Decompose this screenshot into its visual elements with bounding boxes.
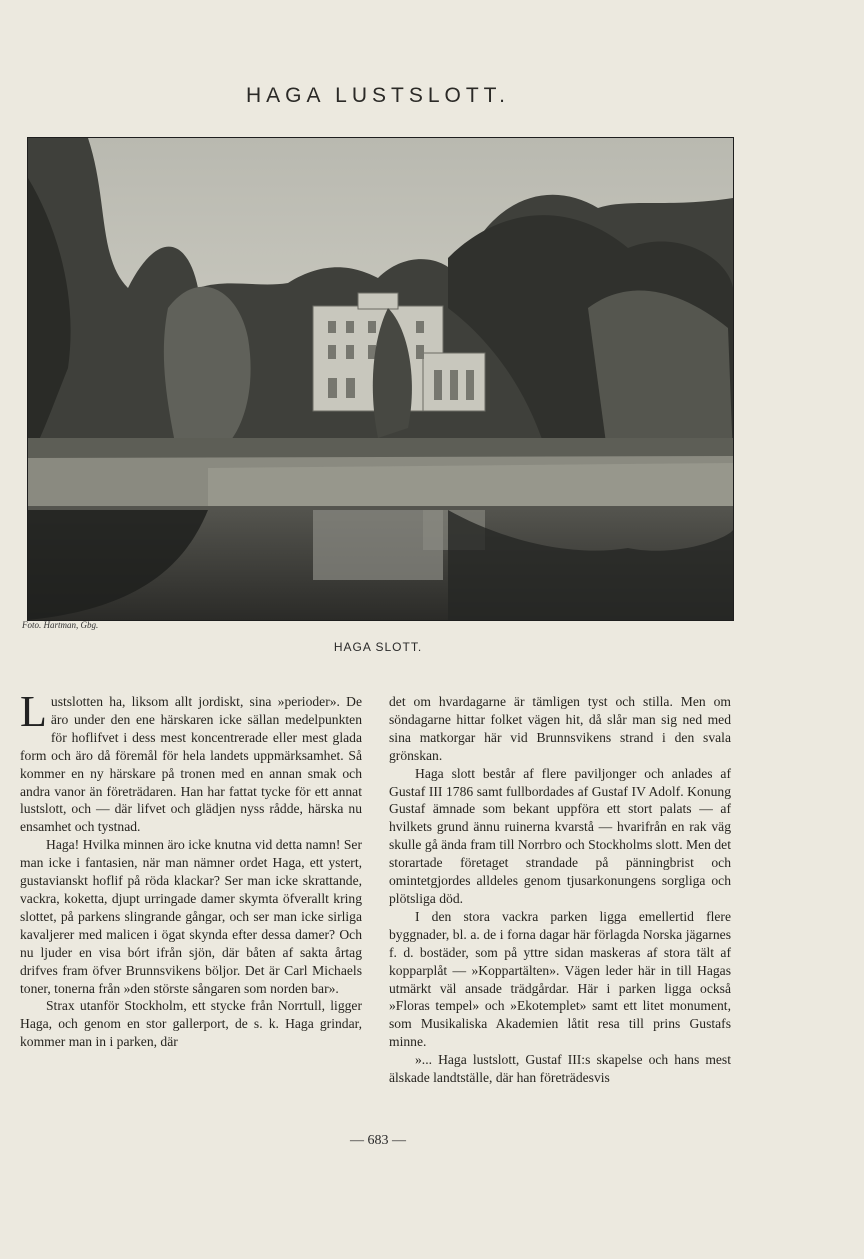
photograph-haga-palace [27,137,734,621]
drop-cap: L [20,687,47,736]
paragraph: Strax utanför Stockholm, ett stycke från Norrtull, ligger Haga, och genom en stor gallerport, de s. k. Haga grindar, kommer man in i parken, där [20,998,362,1050]
page-number: — 683 — [350,1133,406,1148]
article-column-right [389,693,731,1087]
paragraph: Haga! Hvilka minnen äro icke knutna vid detta namn! Ser man icke i fantasien, när man nämner ordet Haga, ett ystert, gustavianskt hoflif på röda klackar? Ser man icke skrattande, vackra, koketta, djupt urringade damer skymta öfverallt kring slottet, på parkens slingrande gångar, och ser man icke sirliga kavaljerer med malicen i ögat skynda efter dessa damer? Och nu ljuder en visa bórt ifrån sjön, där båten af sakta årtag drifves fram öfver Brunnsvikens böljor. Det är Carl Michaels toner, tonerna från »den störste sångaren som norden bar». [20,837,362,996]
article-column-left [20,687,362,1051]
paragraph: I den stora vackra parken ligga emellertid flere byggnader, bl. a. de i forna dagar här förlagda Norska jägarnes f. d. bostäder, som på yttre sidan maskeras af stora tält af kopparplåt — »Koppartälten». Vägen leder här in till Hagas utmärkt väl ansade trädgårdar. Här i parken ligga också »Floras tempel» och »Ekotemplet» samt ett litet monument, som Musikaliska Akademien låtit resa till prins Gustafs minne. [389,908,731,1050]
page-title: HAGA LUSTSLOTT. [245,84,511,107]
paragraph: »... Haga lustslott, Gustaf III:s skapelse och hans mest älskade landtställe, där han företrädesvis [389,1052,731,1086]
photo-credit: Foto. Hartman, Gbg. [22,620,99,630]
paragraph: det om hvardagarne är tämligen tyst och stilla. Men om söndagarne hittar folket vägen hit, då slår man sig ned med sina matkorgar här vid Brunnsvikens strand i den svala grönskan. [389,694,731,763]
paragraph: Haga slott består af flere paviljonger och anlades af Gustaf III 1786 samt fullbordades af Gustaf IV Adolf. Konung Gustaf ämnade som bekant uppföra ett stort palats — af hvilkets grund ännu ruinerna kvarstå — hvarifrån en rak väg skulle gå ända fram till Norrbro och Stockholms slott. Men det storartade företaget strandade på pänningbrist och omintetgjordes alldeles genom tjusarkonungens sorgliga och plötsliga död. [389,765,731,906]
figure-caption: HAGA SLOTT. [333,640,423,654]
paragraph [20,687,362,836]
photo-illustration [28,138,733,620]
paragraph-text: ustslotten ha, liksom allt jordiskt, sina »perioder». De äro under den ene härskaren icke sällan medelpunkten för hoflifvet i dess mest koncentrerade eller mest glada form och äro då föremål för hela landets uppmärksamhet. Så kommer en ny härskare på tronen med en annan smak och andra vanor än företrädaren. Han har fattat tycke för ett annat lustslott, och — där lifvet och glädjen nyss rådde, härska nu ensamhet och tystnad. [20,694,362,835]
